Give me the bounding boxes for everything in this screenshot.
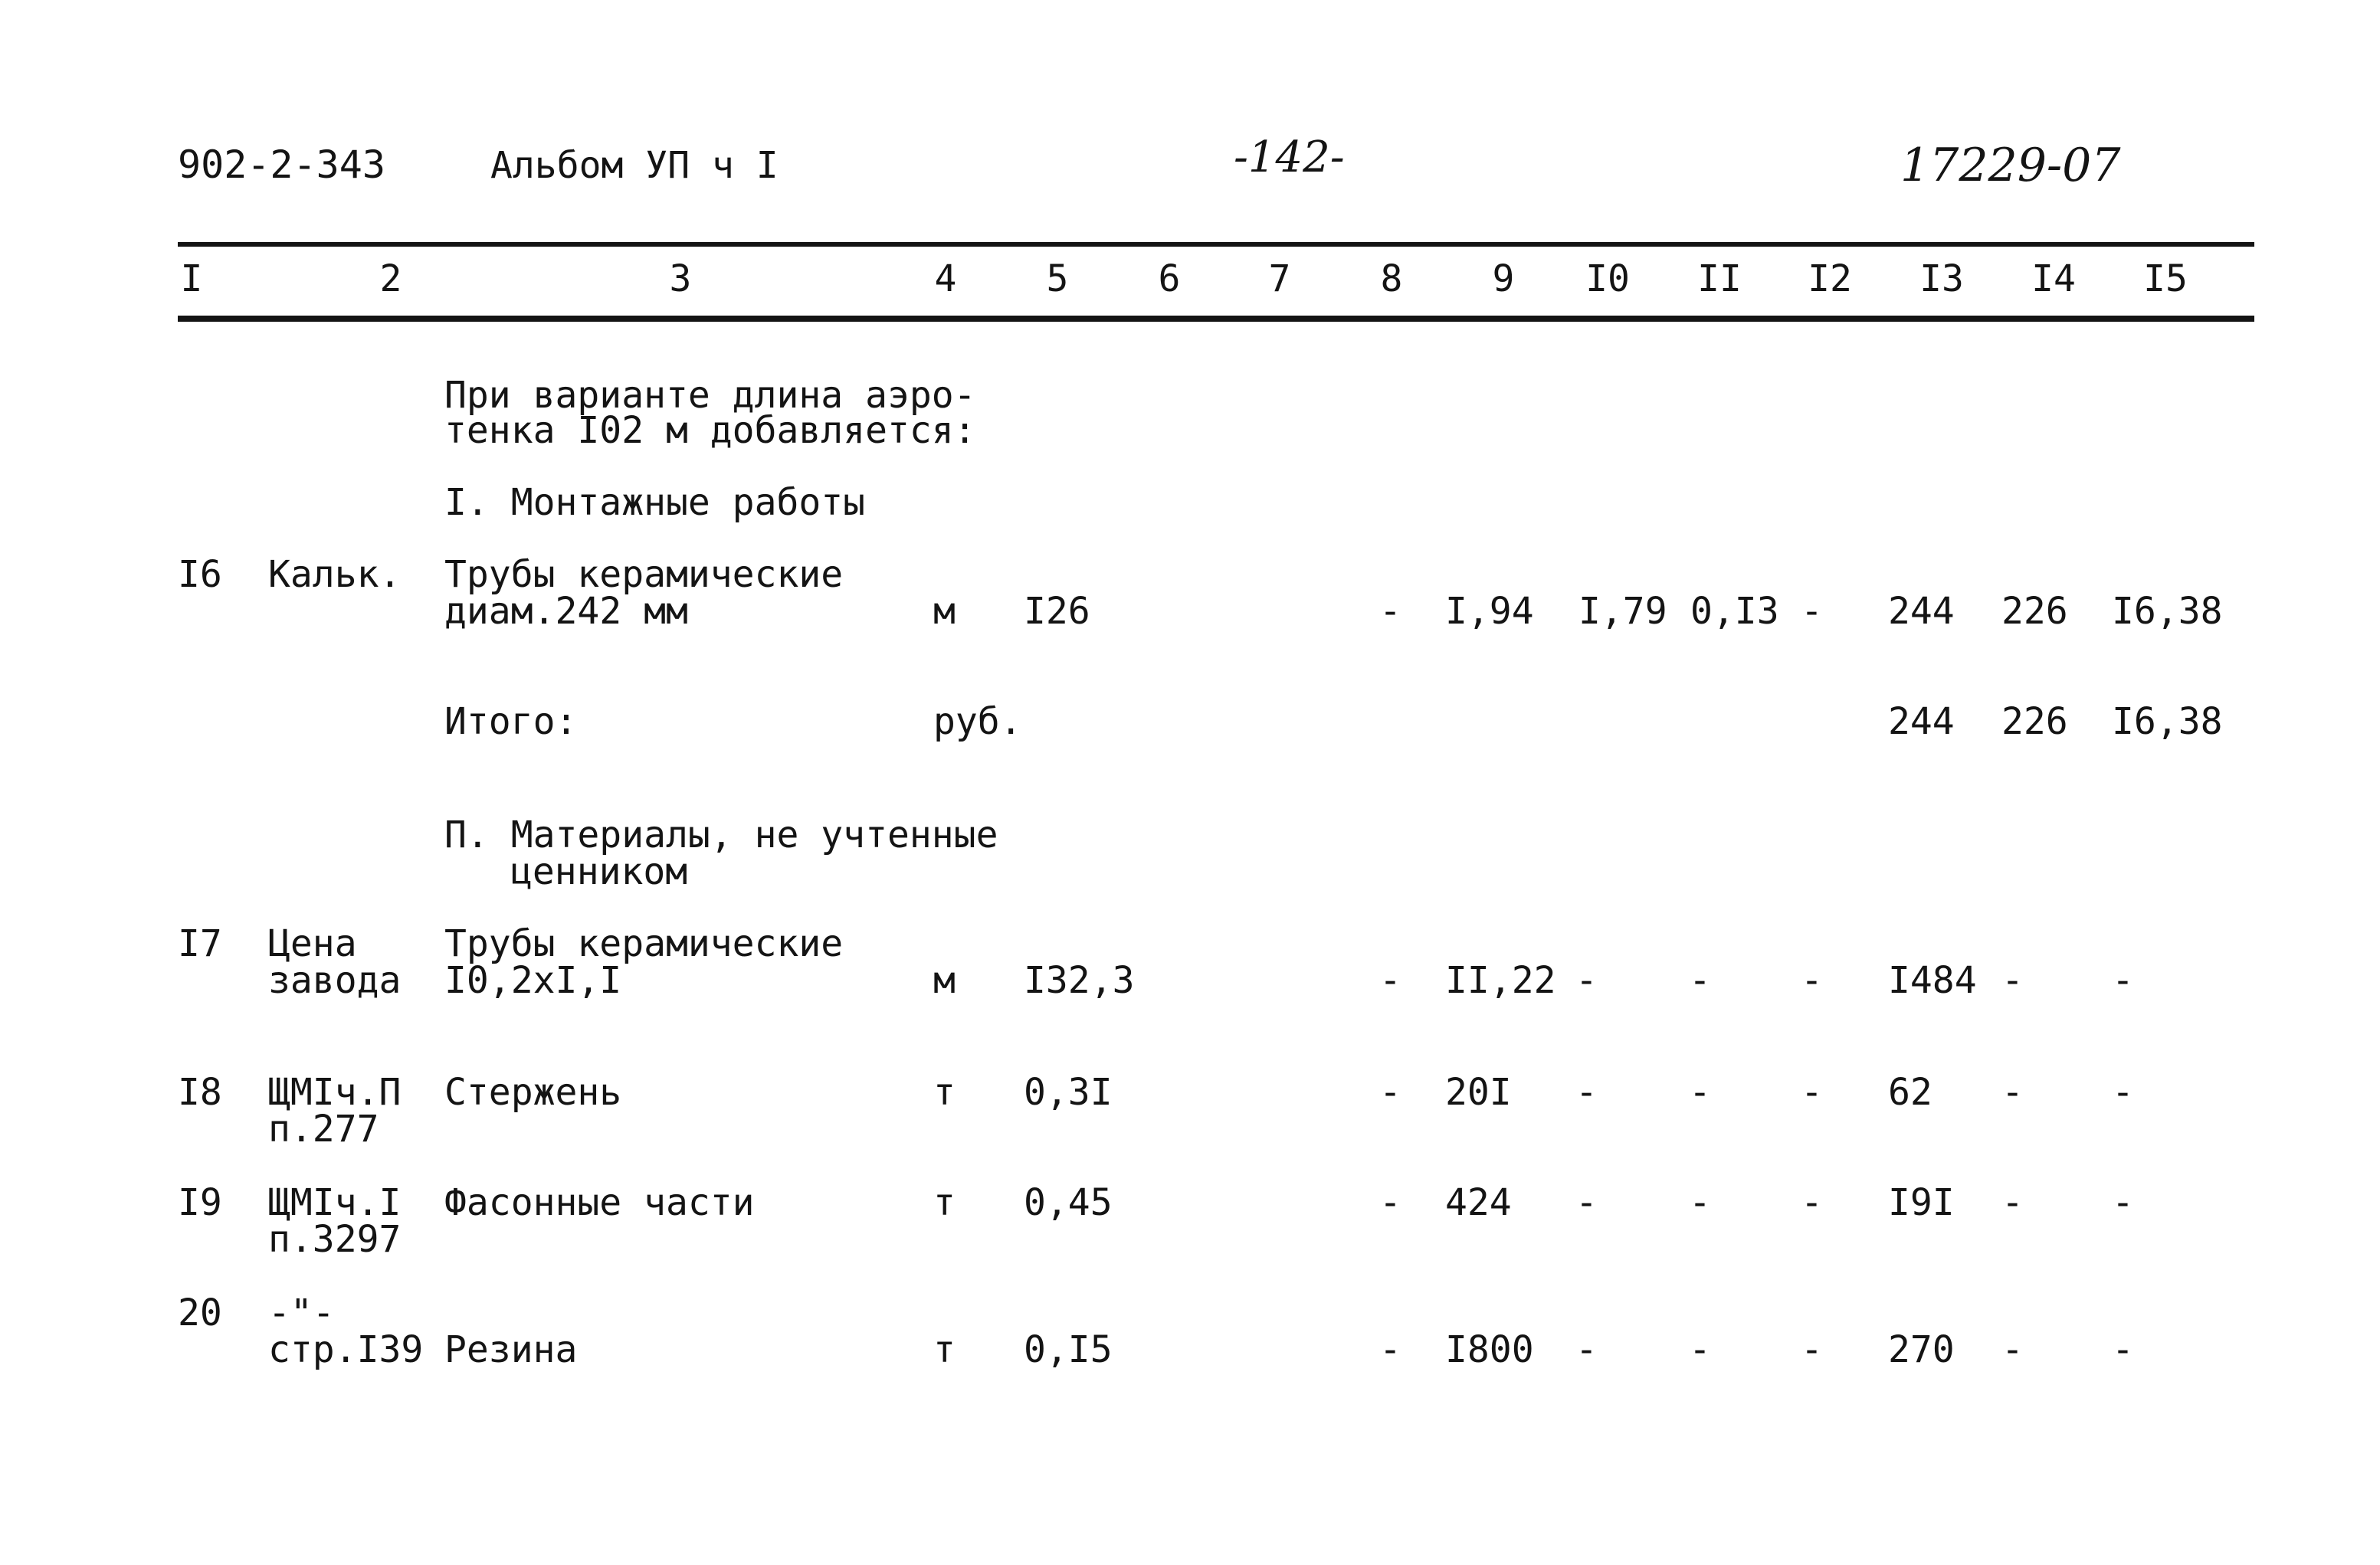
col-9: 9 [1492,257,1515,300]
row18-col9: 20I [1445,1071,1512,1114]
col-1: I [180,257,203,300]
row20-col9: I800 [1445,1328,1534,1371]
row19-col15: - [2112,1181,2134,1224]
col-6: 6 [1158,257,1181,300]
row19-name: Фасонные части [444,1181,755,1224]
col-12: I2 [1808,257,1852,300]
col-10: I0 [1585,257,1630,300]
row16-name-1: Трубы керамические [444,553,844,596]
row18-source-2: п.277 [268,1108,379,1151]
col-3: 3 [669,257,692,300]
row18-col8: - [1379,1071,1401,1114]
col-5: 5 [1046,257,1069,300]
row17-col10: - [1575,959,1598,1002]
col-13: I3 [1919,257,1964,300]
row16-qty: I26 [1024,590,1090,633]
intro-line-1: При варианте длина аэро- [444,374,976,417]
section-materials-line-1: П. Материалы, не учтенные [444,814,998,856]
row18-name: Стержень [444,1071,622,1114]
row20-col8: - [1379,1328,1401,1371]
row18-col11: - [1689,1071,1711,1114]
row16-num: I6 [178,553,222,596]
row16-unit: м [933,590,956,633]
row20-col10: - [1575,1328,1598,1371]
row18-unit: т [933,1071,956,1114]
row16-col10: I,79 [1578,590,1667,633]
row18-qty: 0,3I [1024,1071,1113,1114]
row20-col14: - [2001,1328,2024,1371]
row18-col10: - [1575,1071,1598,1114]
row19-col11: - [1689,1181,1711,1224]
row17-col11: - [1689,959,1711,1002]
total-label: Итого: [444,700,578,743]
col-14: I4 [2031,257,2076,300]
col-11: II [1697,257,1742,300]
row20-col13: 270 [1888,1328,1955,1371]
row16-col9: I,94 [1445,590,1534,633]
row19-col8: - [1379,1181,1401,1224]
row20-col12: - [1801,1328,1823,1371]
row19-col9: 424 [1445,1181,1512,1224]
total-col13: 244 [1888,700,1955,743]
total-col14: 226 [2001,700,2068,743]
col-7: 7 [1268,257,1291,300]
row19-source-2: п.3297 [268,1218,402,1261]
row20-source-1: -"- [268,1292,335,1334]
row17-name-2: I0,2xI,I [444,959,622,1002]
row20-col11: - [1689,1328,1711,1371]
row17-col14: - [2001,959,2024,1002]
row20-col15: - [2112,1328,2134,1371]
row19-num: I9 [178,1181,222,1224]
row16-name-2: диам.242 мм [444,590,688,633]
row17-col12: - [1801,959,1823,1002]
row16-col8: - [1379,590,1401,633]
row20-num: 20 [178,1292,222,1334]
doc-code: 902-2-343 [178,142,385,187]
album-label: Альбом УП ч I [490,144,779,187]
row20-unit: т [933,1328,956,1371]
row17-col13: I484 [1888,959,1977,1002]
header-bottom-rule [178,316,2254,322]
row17-unit: м [933,959,956,1002]
total-unit: руб. [933,700,1022,743]
col-4: 4 [934,257,957,300]
reference-number: 17229-07 [1900,139,2121,192]
row17-col9: II,22 [1445,959,1556,1002]
top-rule [178,242,2254,247]
row16-col11: 0,I3 [1690,590,1779,633]
row16-col15: I6,38 [2112,590,2223,633]
intro-line-2: тенка I02 м добавляется: [444,409,976,452]
section-mounting-title: I. Монтажные работы [444,481,866,524]
row20-qty: 0,I5 [1024,1328,1113,1371]
row17-name-1: Трубы керамические [444,922,844,965]
row20-source-2: стр.I39 [268,1328,424,1371]
row19-unit: т [933,1181,956,1224]
row16-col13: 244 [1888,590,1955,633]
row18-col13: 62 [1888,1071,1933,1114]
col-15: I5 [2143,257,2188,300]
section-materials-line-2: ценником [510,850,688,893]
row17-qty: I32,3 [1024,959,1135,1002]
row18-col14: - [2001,1071,2024,1114]
row18-source-1: ЩМIч.П [268,1071,402,1114]
row17-source-2: завода [268,959,402,1002]
row16-source: Кальк. [268,553,402,596]
col-2: 2 [379,257,402,300]
row17-col8: - [1379,959,1401,1002]
col-8: 8 [1380,257,1403,300]
row17-source-1: Цена [268,922,357,965]
row19-col12: - [1801,1181,1823,1224]
row20-name: Резина [444,1328,578,1371]
total-col15: I6,38 [2112,700,2223,743]
row16-col14: 226 [2001,590,2068,633]
row18-num: I8 [178,1071,222,1114]
page-number: -142- [1234,133,1345,182]
row19-source-1: ЩМIч.I [268,1181,402,1224]
row18-col12: - [1801,1071,1823,1114]
row19-qty: 0,45 [1024,1181,1113,1224]
row19-col10: - [1575,1181,1598,1224]
row19-col14: - [2001,1181,2024,1224]
row18-col15: - [2112,1071,2134,1114]
row17-col15: - [2112,959,2134,1002]
row19-col13: I9I [1888,1181,1955,1224]
row16-col12: - [1801,590,1823,633]
row17-num: I7 [178,922,222,965]
